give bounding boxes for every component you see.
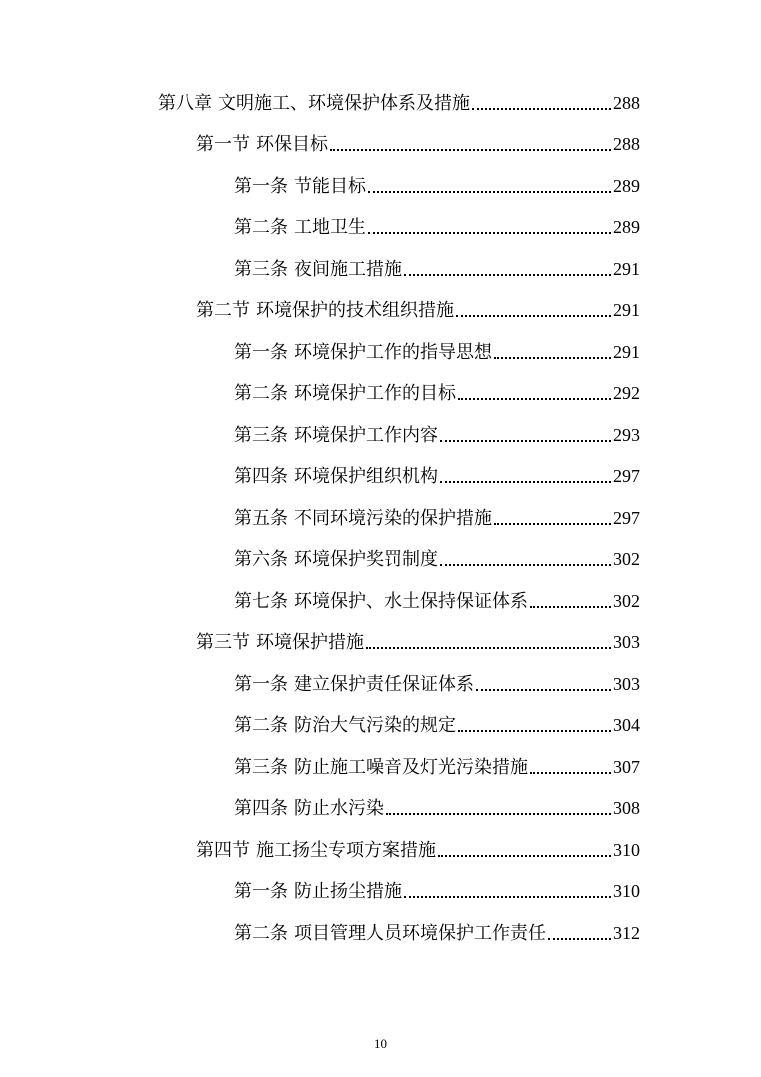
toc-entry-text: 环境保护的技术组织措施 bbox=[256, 300, 454, 321]
toc-entry-text: 环保目标 bbox=[256, 134, 328, 155]
dot-leader bbox=[366, 647, 611, 649]
dot-leader bbox=[530, 772, 611, 774]
toc-entry-text: 防止扬尘措施 bbox=[294, 881, 402, 902]
toc-entry-text: 环境保护组织机构 bbox=[294, 466, 438, 487]
toc-entry-title bbox=[234, 753, 528, 783]
toc-entry-page: 304 bbox=[613, 715, 640, 735]
toc-entry-number: 第一节 bbox=[196, 134, 250, 155]
dot-leader bbox=[440, 440, 611, 442]
toc-entry-title bbox=[234, 379, 456, 409]
dot-leader bbox=[368, 191, 611, 193]
toc-entry-article[interactable] bbox=[234, 669, 640, 699]
toc-entry-number: 第五条 bbox=[234, 508, 288, 529]
toc-entry-title bbox=[234, 504, 492, 534]
toc-entry-number: 第一条 bbox=[234, 342, 288, 363]
toc-entry-page: 312 bbox=[613, 923, 640, 943]
dot-leader bbox=[458, 398, 611, 400]
toc-entry-chapter[interactable] bbox=[158, 88, 640, 118]
toc-entry-number: 第一条 bbox=[234, 176, 288, 197]
toc-entry-page: 291 bbox=[613, 300, 640, 320]
page-footer-number: 10 bbox=[374, 1036, 387, 1051]
toc-entry-number: 第一条 bbox=[234, 881, 288, 902]
toc-entry-page: 288 bbox=[613, 134, 640, 154]
toc-entry-article[interactable] bbox=[234, 918, 640, 948]
toc-entry-page: 310 bbox=[613, 881, 640, 901]
toc-entry-title bbox=[234, 794, 384, 824]
toc-entry-text: 节能目标 bbox=[294, 176, 366, 197]
toc-entry-article[interactable] bbox=[234, 420, 640, 450]
toc-entry-page: 291 bbox=[613, 259, 640, 279]
toc-entry-text: 防治大气污染的规定 bbox=[294, 715, 456, 736]
toc-entry-article[interactable] bbox=[234, 586, 640, 616]
toc-entry-page: 297 bbox=[613, 466, 640, 486]
toc-entry-title bbox=[234, 255, 402, 285]
toc-entry-article[interactable] bbox=[234, 544, 640, 574]
toc-entry-number: 第二条 bbox=[234, 383, 288, 404]
toc-entry-text: 工地卫生 bbox=[294, 217, 366, 238]
toc-entry-title bbox=[234, 545, 438, 575]
toc-entry-text: 环境保护工作的目标 bbox=[294, 383, 456, 404]
toc-entry-article[interactable] bbox=[234, 876, 640, 906]
toc-entry-title bbox=[234, 338, 492, 368]
toc-entry-page: 303 bbox=[613, 674, 640, 694]
toc-entry-text: 项目管理人员环境保护工作责任 bbox=[294, 923, 546, 944]
dot-leader bbox=[530, 606, 611, 608]
toc-entry-text: 环境保护、水土保持保证体系 bbox=[294, 591, 528, 612]
toc-entry-number: 第四条 bbox=[234, 798, 288, 819]
toc-entry-text: 防止施工噪音及灯光污染措施 bbox=[294, 757, 528, 778]
toc-entry-text: 建立保护责任保证体系 bbox=[294, 674, 474, 695]
toc-entry-title bbox=[234, 462, 438, 492]
toc-entry-section[interactable] bbox=[196, 295, 640, 325]
toc-entry-page: 308 bbox=[613, 798, 640, 818]
toc-entry-number: 第二节 bbox=[196, 300, 250, 321]
toc-entry-title bbox=[196, 130, 328, 160]
toc-entry-title bbox=[234, 711, 456, 741]
toc-entry-page: 291 bbox=[613, 342, 640, 362]
toc-entry-section[interactable] bbox=[196, 835, 640, 865]
toc-entry-title bbox=[234, 919, 546, 949]
toc-entry-text: 夜间施工措施 bbox=[294, 259, 402, 280]
dot-leader bbox=[456, 315, 611, 317]
toc-entry-page: 302 bbox=[613, 549, 640, 569]
toc-entry-page: 293 bbox=[613, 425, 640, 445]
toc-entry-article[interactable] bbox=[234, 212, 640, 242]
toc-entry-section[interactable] bbox=[196, 627, 640, 657]
toc-entry-text: 不同环境污染的保护措施 bbox=[294, 508, 492, 529]
toc-entry-article[interactable] bbox=[234, 793, 640, 823]
toc-entry-number: 第三条 bbox=[234, 757, 288, 778]
toc-entry-page: 292 bbox=[613, 383, 640, 403]
dot-leader bbox=[440, 564, 611, 566]
toc-entry-title bbox=[196, 836, 436, 866]
toc-entry-number: 第四节 bbox=[196, 840, 250, 861]
toc-entry-page: 289 bbox=[613, 217, 640, 237]
dot-leader bbox=[330, 149, 611, 151]
toc-entry-article[interactable] bbox=[234, 752, 640, 782]
toc-entry-title bbox=[234, 172, 366, 202]
toc-entry-section[interactable] bbox=[196, 129, 640, 159]
toc-entry-text: 施工扬尘专项方案措施 bbox=[256, 840, 436, 861]
toc-entry-title bbox=[234, 213, 366, 243]
toc-entry-article[interactable] bbox=[234, 171, 640, 201]
toc-entry-title bbox=[234, 587, 528, 617]
dot-leader bbox=[404, 274, 611, 276]
toc-entry-number: 第三条 bbox=[234, 259, 288, 280]
toc-entry-text: 文明施工、环境保护体系及措施 bbox=[218, 93, 470, 114]
toc-entry-number: 第一条 bbox=[234, 674, 288, 695]
dot-leader bbox=[548, 938, 611, 940]
toc-entry-text: 环境保护工作的指导思想 bbox=[294, 342, 492, 363]
dot-leader bbox=[476, 689, 611, 691]
toc-entry-number: 第七条 bbox=[234, 591, 288, 612]
toc-entry-title bbox=[196, 628, 364, 658]
toc-entry-title bbox=[234, 421, 438, 451]
toc-entry-title bbox=[196, 296, 454, 326]
toc-entry-article[interactable] bbox=[234, 337, 640, 367]
toc-entry-article[interactable] bbox=[234, 254, 640, 284]
dot-leader bbox=[458, 730, 611, 732]
toc-entry-number: 第三条 bbox=[234, 425, 288, 446]
toc-entry-page: 303 bbox=[613, 632, 640, 652]
toc-entry-article[interactable] bbox=[234, 503, 640, 533]
toc-entry-number: 第二条 bbox=[234, 923, 288, 944]
toc-entry-article[interactable] bbox=[234, 378, 640, 408]
toc-entry-page: 297 bbox=[613, 508, 640, 528]
toc-entry-text: 环境保护工作内容 bbox=[294, 425, 438, 446]
toc-entry-article[interactable] bbox=[234, 710, 640, 740]
toc-entry-title bbox=[234, 877, 402, 907]
toc-entry-text: 环境保护措施 bbox=[256, 632, 364, 653]
toc-entry-page: 310 bbox=[613, 840, 640, 860]
toc-entry-text: 环境保护奖罚制度 bbox=[294, 549, 438, 570]
toc-entry-number: 第四条 bbox=[234, 466, 288, 487]
toc-entry-article[interactable] bbox=[234, 461, 640, 491]
dot-leader bbox=[386, 813, 611, 815]
dot-leader bbox=[440, 481, 611, 483]
toc-entry-title bbox=[158, 89, 470, 119]
dot-leader bbox=[494, 523, 611, 525]
toc-entry-number: 第六条 bbox=[234, 549, 288, 570]
dot-leader bbox=[494, 357, 611, 359]
toc-entry-number: 第八章 bbox=[158, 93, 212, 114]
dot-leader bbox=[404, 896, 611, 898]
dot-leader bbox=[472, 108, 611, 110]
dot-leader bbox=[368, 232, 611, 234]
toc-entry-text: 防止水污染 bbox=[294, 798, 384, 819]
toc-entry-number: 第二条 bbox=[234, 715, 288, 736]
toc-entry-title bbox=[234, 670, 474, 700]
toc-entry-number: 第二条 bbox=[234, 217, 288, 238]
toc-entry-page: 302 bbox=[613, 591, 640, 611]
toc-entry-page: 288 bbox=[613, 93, 640, 113]
toc-entry-number: 第三节 bbox=[196, 632, 250, 653]
toc-entry-page: 307 bbox=[613, 757, 640, 777]
dot-leader bbox=[438, 855, 611, 857]
toc-entry-page: 289 bbox=[613, 176, 640, 196]
